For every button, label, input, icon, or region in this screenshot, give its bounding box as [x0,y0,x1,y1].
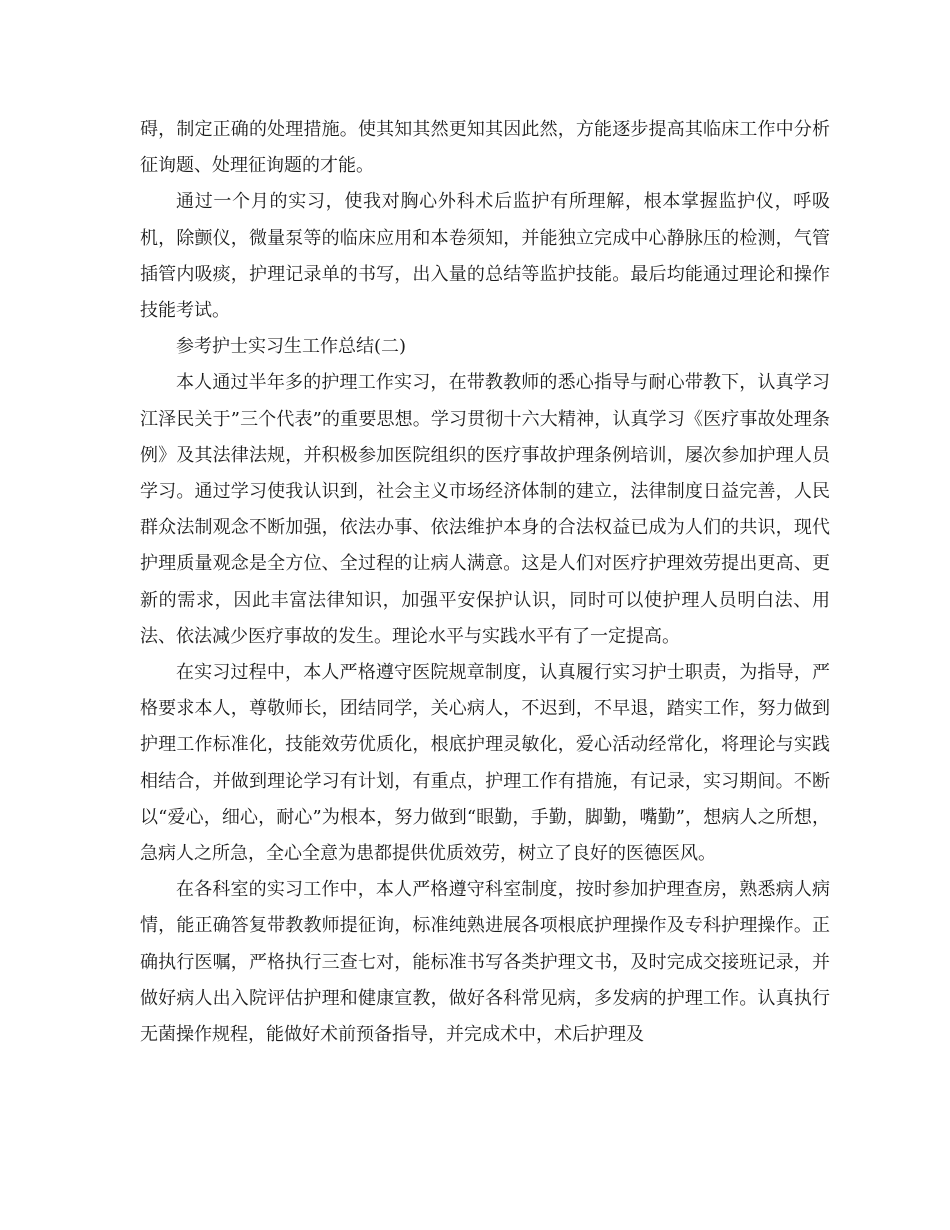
paragraph-1: 碍，制定正确的处理措施。使其知其然更知其因此然，方能逐步提高其临床工作中分析征询题、处理征询题的才能。 [140,119,830,177]
document-body [140,112,830,1053]
paragraph-2: 通过一个月的实习，使我对胸心外科术后监护有所理解，根本掌握监护仪，呼吸机，除颤仪，微量泵等的临床应用和本卷须知，并能独立完成中心静脉压的检测，气管插管内吸痰，护理记录单的书写，出入量的总结等监护技能。最后均能通过理论和操作技能考试。 [140,191,830,322]
section-heading: 参考护士实习生工作总结(二) [176,336,407,358]
paragraph-5: 在各科室的实习工作中，本人严格遵守科室制度，按时参加护理查房，熟悉病人病情，能正确答复带教教师提征询，标准纯熟进展各项根底护理操作及专科护理操作。正确执行医嘱，严格执行三查七对，能标准书写各类护理文书，及时完成交接班记录，并做好病人出入院评估护理和健康宣教，做好各科常见病，多发病的护理工作。认真执行无菌操作规程，能做好术前预备指导，并完成术中，术后护理及 [140,879,830,1046]
paragraph-4: 在实习过程中，本人严格遵守医院规章制度，认真履行实习护士职责，为指导，严格要求本人，尊敬师长，团结同学，关心病人，不迟到，不早退，踏实工作，努力做到护理工作标准化，技能效劳优质化，根底护理灵敏化，爱心活动经常化，将理论与实践相结合，并做到理论学习有计划，有重点，护理工作有措施，有记录，实习期间。不断以“爱心，细心，耐心”为根本，努力做到“眼勤，手勤，脚勤，嘴勤”，想病人之所想，急病人之所急，全心全意为患都提供优质效劳，树立了良好的医德医风。 [140,662,830,865]
paragraph-3: 本人通过半年多的护理工作实习，在带教教师的悉心指导与耐心带教下，认真学习江泽民关于”三个代表”的重要思想。学习贯彻十六大精神，认真学习《医疗事故处理条例》及其法律法规，并积极参加医院组织的医疗事故护理条例培训，屡次参加护理人员学习。通过学习使我认识到，社会主义市场经济体制的建立，法律制度日益完善，人民群众法制观念不断加强，依法办事、依法维护本身的合法权益已成为人们的共识，现代护理质量观念是全方位、全过程的让病人满意。这是人们对医疗护理效劳提出更高、更新的需求，因此丰富法律知识，加强平安保护认识，同时可以使护理人员明白法、用法、依法减少医疗事故的发生。理论水平与实践水平有了一定提高。 [140,372,830,647]
